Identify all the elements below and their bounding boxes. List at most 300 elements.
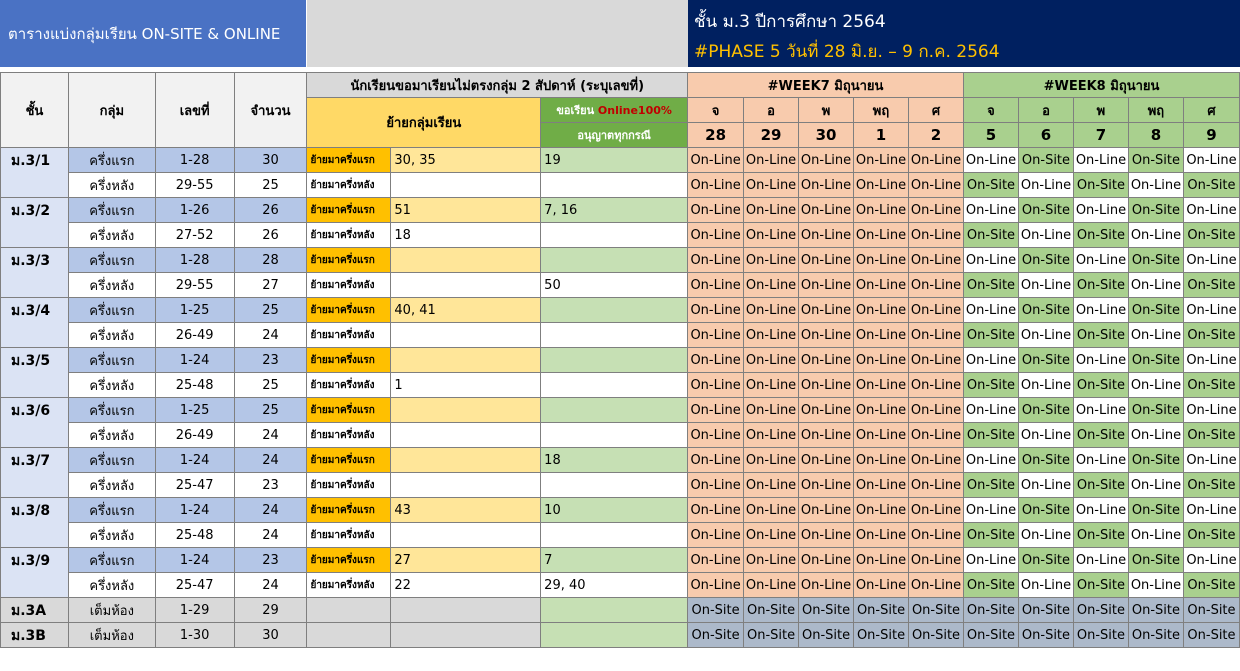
schedule-cell: On-Line: [1183, 498, 1239, 523]
online100-numbers: 10: [541, 498, 688, 523]
schedule-cell: On-Site: [964, 573, 1019, 598]
schedule-cell: On-Line: [854, 223, 909, 248]
schedule-cell: On-Line: [1073, 498, 1128, 523]
online100-numbers: [541, 248, 688, 273]
schedule-cell: On-Line: [744, 548, 799, 573]
move-tag: ย้ายมาครึ่งแรก: [307, 298, 391, 323]
online100-numbers: [541, 623, 688, 648]
schedule-cell: On-Site: [1073, 623, 1128, 648]
schedule-cell: On-Line: [854, 348, 909, 373]
schedule-cell: On-Line: [799, 473, 854, 498]
student-count: 25: [234, 173, 307, 198]
schedule-cell: On-Site: [1183, 623, 1239, 648]
schedule-cell: On-Line: [854, 498, 909, 523]
header-count: จำนวน: [234, 73, 307, 148]
schedule-cell: On-Line: [909, 298, 964, 323]
group-name: ครึ่งแรก: [68, 448, 155, 473]
schedule-cell: On-Line: [854, 248, 909, 273]
schedule-cell: On-Line: [1073, 148, 1128, 173]
date-header: 5: [964, 123, 1019, 148]
schedule-cell: On-Site: [964, 423, 1019, 448]
number-range: 1-24: [155, 348, 234, 373]
grade-year-title: ชั้น ม.3 ปีการศึกษา 2564: [694, 12, 886, 32]
number-range: 26-49: [155, 323, 234, 348]
schedule-cell: On-Line: [1018, 573, 1073, 598]
schedule-cell: On-Site: [1128, 498, 1183, 523]
schedule-cell: On-Site: [1183, 373, 1239, 398]
student-count: 24: [234, 523, 307, 548]
schedule-cell: On-Line: [744, 473, 799, 498]
schedule-cell: On-Line: [964, 548, 1019, 573]
schedule-cell: On-Line: [744, 348, 799, 373]
schedule-cell: On-Site: [1018, 148, 1073, 173]
schedule-cell: On-Line: [688, 148, 744, 173]
schedule-cell: On-Line: [799, 223, 854, 248]
student-count: 30: [234, 148, 307, 173]
group-name: ครึ่งแรก: [68, 148, 155, 173]
schedule-cell: On-Line: [854, 548, 909, 573]
group-name: เต็มห้อง: [68, 598, 155, 623]
schedule-cell: On-Line: [744, 148, 799, 173]
online100-numbers: [541, 598, 688, 623]
group-name: ครึ่งหลัง: [68, 473, 155, 498]
number-range: 25-47: [155, 473, 234, 498]
schedule-cell: On-Line: [909, 498, 964, 523]
day-header: พ: [1073, 98, 1128, 123]
move-tag: ย้ายมาครึ่งหลัง: [307, 223, 391, 248]
online100-numbers: 50: [541, 273, 688, 298]
schedule-cell: On-Line: [799, 323, 854, 348]
day-header: พ: [799, 98, 854, 123]
student-count: 26: [234, 223, 307, 248]
schedule-cell: On-Line: [799, 198, 854, 223]
day-header: อ: [1018, 98, 1073, 123]
schedule-cell: On-Line: [1128, 473, 1183, 498]
number-range: 1-24: [155, 448, 234, 473]
schedule-cell: On-Site: [1018, 248, 1073, 273]
schedule-cell: On-Site: [1073, 173, 1128, 198]
student-count: 23: [234, 548, 307, 573]
move-tag: ย้ายมาครึ่งหลัง: [307, 423, 391, 448]
date-header: 8: [1128, 123, 1183, 148]
schedule-cell: On-Line: [688, 323, 744, 348]
class-name: ม.3/2: [1, 198, 69, 248]
schedule-cell: On-Site: [1073, 523, 1128, 548]
online100-numbers: [541, 173, 688, 198]
student-count: 30: [234, 623, 307, 648]
schedule-cell: On-Line: [744, 298, 799, 323]
schedule-cell: On-Line: [909, 473, 964, 498]
schedule-cell: On-Site: [1018, 198, 1073, 223]
online100-numbers: [541, 323, 688, 348]
online100-numbers: [541, 523, 688, 548]
schedule-cell: On-Line: [909, 373, 964, 398]
schedule-cell: On-Line: [688, 423, 744, 448]
move-tag: ย้ายมาครึ่งหลัง: [307, 273, 391, 298]
header-group: กลุ่ม: [68, 73, 155, 148]
table-row: [1, 623, 1240, 648]
schedule-cell: On-Site: [1073, 223, 1128, 248]
schedule-cell: On-Line: [1128, 573, 1183, 598]
schedule-cell: On-Line: [688, 548, 744, 573]
header-week7: #WEEK7 มิถุนายน: [688, 73, 964, 98]
student-count: 24: [234, 498, 307, 523]
schedule-cell: On-Line: [1018, 473, 1073, 498]
schedule-cell: On-Site: [1183, 323, 1239, 348]
schedule-cell: On-Line: [1018, 173, 1073, 198]
date-header: 9: [1183, 123, 1239, 148]
schedule-cell: On-Line: [1183, 398, 1239, 423]
online100-numbers: [541, 423, 688, 448]
number-range: 27-52: [155, 223, 234, 248]
schedule-cell: On-Line: [744, 523, 799, 548]
schedule-cell: On-Site: [1073, 273, 1128, 298]
table-row: [1, 173, 1240, 198]
online100-numbers: [541, 398, 688, 423]
schedule-cell: On-Line: [1073, 198, 1128, 223]
table-row: [1, 323, 1240, 348]
banner: [0, 0, 1240, 67]
move-numbers: [391, 598, 541, 623]
number-range: 25-48: [155, 523, 234, 548]
schedule-cell: On-Line: [1128, 173, 1183, 198]
header-number: เลขที่: [155, 73, 234, 148]
table-row: [1, 273, 1240, 298]
schedule-cell: On-Site: [964, 623, 1019, 648]
move-numbers: [391, 623, 541, 648]
schedule-cell: On-Site: [1128, 198, 1183, 223]
schedule-cell: On-Line: [1018, 273, 1073, 298]
group-name: ครึ่งแรก: [68, 298, 155, 323]
schedule-cell: On-Site: [1018, 448, 1073, 473]
number-range: 29-55: [155, 173, 234, 198]
schedule-cell: On-Line: [964, 248, 1019, 273]
schedule-cell: On-Site: [1018, 398, 1073, 423]
schedule-cell: On-Site: [1128, 248, 1183, 273]
online100-numbers: [541, 223, 688, 248]
schedule-cell: On-Line: [688, 448, 744, 473]
schedule-cell: On-Line: [688, 498, 744, 523]
schedule-cell: On-Line: [688, 373, 744, 398]
number-range: 1-28: [155, 148, 234, 173]
move-tag: ย้ายมาครึ่งแรก: [307, 548, 391, 573]
student-count: 23: [234, 473, 307, 498]
schedule-cell: On-Site: [1128, 598, 1183, 623]
schedule-cell: On-Site: [1183, 573, 1239, 598]
schedule-cell: On-Site: [909, 623, 964, 648]
schedule-cell: On-Line: [1128, 323, 1183, 348]
schedule-cell: On-Site: [964, 473, 1019, 498]
schedule-cell: On-Site: [1018, 298, 1073, 323]
schedule-cell: On-Line: [744, 198, 799, 223]
schedule-cell: On-Line: [1018, 523, 1073, 548]
schedule-cell: On-Line: [909, 148, 964, 173]
group-name: ครึ่งหลัง: [68, 323, 155, 348]
group-name: เต็มห้อง: [68, 623, 155, 648]
schedule-cell: On-Line: [688, 298, 744, 323]
group-name: ครึ่งหลัง: [68, 423, 155, 448]
move-tag: ย้ายมาครึ่งแรก: [307, 198, 391, 223]
move-tag: ย้ายมาครึ่งหลัง: [307, 373, 391, 398]
schedule-cell: On-Site: [964, 598, 1019, 623]
schedule-cell: On-Line: [688, 248, 744, 273]
day-header: พฤ: [854, 98, 909, 123]
table-row: [1, 598, 1240, 623]
schedule-cell: On-Line: [909, 348, 964, 373]
online100-numbers: 7: [541, 548, 688, 573]
student-count: 23: [234, 348, 307, 373]
group-name: ครึ่งหลัง: [68, 373, 155, 398]
move-tag: ย้ายมาครึ่งแรก: [307, 148, 391, 173]
schedule-cell: On-Line: [1018, 373, 1073, 398]
schedule-cell: On-Site: [1073, 373, 1128, 398]
schedule-cell: On-Line: [1018, 223, 1073, 248]
schedule-cell: On-Line: [909, 273, 964, 298]
schedule-cell: On-Line: [854, 448, 909, 473]
student-count: 25: [234, 373, 307, 398]
schedule-cell: On-Line: [1128, 373, 1183, 398]
schedule-cell: On-Site: [799, 598, 854, 623]
date-header: 6: [1018, 123, 1073, 148]
student-count: 29: [234, 598, 307, 623]
group-name: ครึ่งหลัง: [68, 573, 155, 598]
header-class: ชั้น: [1, 73, 69, 148]
move-tag: ย้ายมาครึ่งแรก: [307, 498, 391, 523]
schedule-cell: On-Line: [688, 273, 744, 298]
schedule-cell: On-Site: [854, 598, 909, 623]
move-numbers: [391, 448, 541, 473]
schedule-cell: On-Site: [1018, 548, 1073, 573]
move-numbers: [391, 323, 541, 348]
schedule-cell: On-Site: [964, 373, 1019, 398]
schedule-cell: On-Site: [1018, 598, 1073, 623]
move-tag: ย้ายมาครึ่งแรก: [307, 248, 391, 273]
schedule-cell: On-Line: [744, 398, 799, 423]
sheet-title: ตารางแบ่งกลุ่มเรียน ON-SITE & ONLINE: [0, 0, 307, 67]
schedule-cell: On-Line: [744, 423, 799, 448]
group-name: ครึ่งแรก: [68, 398, 155, 423]
table-row: [1, 148, 1240, 173]
class-name: ม.3/1: [1, 148, 69, 198]
phase-dates: #PHASE 5 วันที่ 28 มิ.ย. – 9 ก.ค. 2564: [694, 42, 1000, 62]
group-name: ครึ่งหลัง: [68, 223, 155, 248]
table-row: [1, 498, 1240, 523]
schedule-cell: On-Line: [854, 573, 909, 598]
move-tag: ย้ายมาครึ่งหลัง: [307, 473, 391, 498]
group-name: ครึ่งหลัง: [68, 173, 155, 198]
schedule-cell: On-Site: [964, 523, 1019, 548]
schedule-cell: On-Line: [1018, 423, 1073, 448]
schedule-cell: On-Line: [744, 323, 799, 348]
schedule-cell: On-Line: [854, 148, 909, 173]
schedule-cell: On-Line: [854, 473, 909, 498]
move-tag: ย้ายมาครึ่งหลัง: [307, 523, 391, 548]
schedule-cell: On-Line: [744, 248, 799, 273]
schedule-cell: On-Line: [1128, 273, 1183, 298]
schedule-cell: On-Line: [1073, 248, 1128, 273]
number-range: 1-24: [155, 548, 234, 573]
schedule-cell: On-Site: [744, 623, 799, 648]
schedule-cell: On-Line: [964, 498, 1019, 523]
schedule-cell: On-Line: [799, 248, 854, 273]
schedule-cell: On-Site: [964, 223, 1019, 248]
date-header: 7: [1073, 123, 1128, 148]
schedule-cell: On-Site: [1073, 323, 1128, 348]
table-row: [1, 473, 1240, 498]
schedule-cell: On-Line: [688, 173, 744, 198]
group-name: ครึ่งแรก: [68, 248, 155, 273]
online100-numbers: 19: [541, 148, 688, 173]
day-header: จ: [964, 98, 1019, 123]
number-range: 1-24: [155, 498, 234, 523]
schedule-cell: On-Line: [688, 473, 744, 498]
schedule-cell: On-Site: [1018, 623, 1073, 648]
table-row: [1, 448, 1240, 473]
schedule-cell: On-Site: [1183, 273, 1239, 298]
number-range: 1-28: [155, 248, 234, 273]
student-count: 24: [234, 423, 307, 448]
schedule-cell: On-Line: [744, 273, 799, 298]
move-numbers: [391, 398, 541, 423]
schedule-cell: On-Line: [909, 398, 964, 423]
student-count: 25: [234, 398, 307, 423]
move-numbers: 27: [391, 548, 541, 573]
schedule-cell: On-Line: [744, 448, 799, 473]
schedule-cell: On-Site: [1183, 223, 1239, 248]
move-tag: ย้ายมาครึ่งแรก: [307, 448, 391, 473]
schedule-cell: On-Line: [1183, 348, 1239, 373]
schedule-cell: On-Line: [854, 198, 909, 223]
schedule-cell: On-Site: [1073, 598, 1128, 623]
online100-numbers: 29, 40: [541, 573, 688, 598]
schedule-cell: On-Site: [1128, 348, 1183, 373]
schedule-cell: On-Line: [1073, 398, 1128, 423]
schedule-cell: On-Site: [1183, 598, 1239, 623]
schedule-cell: On-Line: [799, 498, 854, 523]
schedule-cell: On-Line: [1073, 298, 1128, 323]
number-range: 26-49: [155, 423, 234, 448]
schedule-cell: On-Line: [1073, 548, 1128, 573]
move-numbers: 30, 35: [391, 148, 541, 173]
header-online100-highlight: Online100%: [597, 104, 672, 117]
schedule-cell: On-Line: [854, 523, 909, 548]
schedule-cell: On-Line: [854, 373, 909, 398]
number-range: 1-26: [155, 198, 234, 223]
schedule-cell: On-Line: [744, 498, 799, 523]
student-count: 24: [234, 448, 307, 473]
date-header: 30: [799, 123, 854, 148]
group-name: ครึ่งแรก: [68, 348, 155, 373]
number-range: 1-25: [155, 398, 234, 423]
schedule-cell: On-Line: [744, 173, 799, 198]
move-tag: ย้ายมาครึ่งหลัง: [307, 173, 391, 198]
schedule-cell: On-Line: [909, 523, 964, 548]
group-name: ครึ่งแรก: [68, 198, 155, 223]
schedule-cell: On-Line: [909, 323, 964, 348]
student-count: 24: [234, 323, 307, 348]
schedule-cell: On-Line: [1183, 548, 1239, 573]
schedule-cell: On-Line: [909, 248, 964, 273]
schedule-cell: On-Line: [1018, 323, 1073, 348]
schedule-cell: On-Line: [964, 398, 1019, 423]
schedule-cell: On-Site: [1183, 173, 1239, 198]
schedule-cell: On-Site: [1073, 573, 1128, 598]
online100-numbers: 7, 16: [541, 198, 688, 223]
class-name: ม.3A: [1, 598, 69, 623]
date-header: 2: [909, 123, 964, 148]
schedule-cell: On-Line: [909, 448, 964, 473]
schedule-cell: On-Site: [1018, 498, 1073, 523]
number-range: 25-48: [155, 373, 234, 398]
schedule-cell: On-Line: [964, 448, 1019, 473]
day-header: พฤ: [1128, 98, 1183, 123]
schedule-cell: On-Line: [799, 173, 854, 198]
schedule-cell: On-Site: [1128, 148, 1183, 173]
table-row: [1, 423, 1240, 448]
schedule-cell: On-Line: [964, 298, 1019, 323]
schedule-cell: On-Line: [1128, 223, 1183, 248]
schedule-cell: On-Line: [744, 223, 799, 248]
schedule-cell: On-Site: [1018, 348, 1073, 373]
class-name: ม.3/9: [1, 548, 69, 598]
header-mismatch: นักเรียนขอมาเรียนไม่ตรงกลุ่ม 2 สัปดาห์ (ระบุเลขที่): [307, 73, 688, 98]
schedule-table: [0, 72, 1240, 648]
online100-numbers: [541, 373, 688, 398]
schedule-cell: On-Line: [1073, 448, 1128, 473]
schedule-cell: On-Site: [1183, 473, 1239, 498]
schedule-cell: On-Line: [799, 423, 854, 448]
schedule-cell: On-Site: [799, 623, 854, 648]
number-range: 1-30: [155, 623, 234, 648]
class-name: ม.3/4: [1, 298, 69, 348]
class-name: ม.3/5: [1, 348, 69, 398]
schedule-cell: On-Site: [1073, 473, 1128, 498]
schedule-cell: On-Site: [964, 323, 1019, 348]
move-numbers: [391, 248, 541, 273]
schedule-cell: On-Line: [799, 273, 854, 298]
schedule-cell: On-Line: [1183, 298, 1239, 323]
class-name: ม.3/8: [1, 498, 69, 548]
header-online100-allow: อนุญาตทุกกรณี: [541, 123, 688, 148]
student-count: 27: [234, 273, 307, 298]
move-tag: ย้ายมาครึ่งแรก: [307, 398, 391, 423]
schedule-cell: On-Line: [688, 573, 744, 598]
move-tag: [307, 598, 391, 623]
schedule-cell: On-Site: [1128, 448, 1183, 473]
schedule-cell: On-Line: [799, 548, 854, 573]
schedule-cell: On-Site: [1128, 398, 1183, 423]
schedule-cell: On-Site: [688, 623, 744, 648]
schedule-cell: On-Line: [799, 148, 854, 173]
student-count: 24: [234, 573, 307, 598]
move-numbers: 1: [391, 373, 541, 398]
schedule-cell: On-Line: [909, 423, 964, 448]
phase-box: [688, 0, 1240, 67]
table-row: [1, 548, 1240, 573]
schedule-cell: On-Line: [799, 348, 854, 373]
move-tag: ย้ายมาครึ่งหลัง: [307, 323, 391, 348]
group-name: ครึ่งแรก: [68, 548, 155, 573]
table-row: [1, 398, 1240, 423]
number-range: 1-25: [155, 298, 234, 323]
schedule-cell: On-Line: [1073, 348, 1128, 373]
move-tag: ย้ายมาครึ่งแรก: [307, 348, 391, 373]
schedule-cell: On-Site: [964, 173, 1019, 198]
class-name: ม.3B: [1, 623, 69, 648]
number-range: 1-29: [155, 598, 234, 623]
move-numbers: [391, 273, 541, 298]
class-name: ม.3/7: [1, 448, 69, 498]
